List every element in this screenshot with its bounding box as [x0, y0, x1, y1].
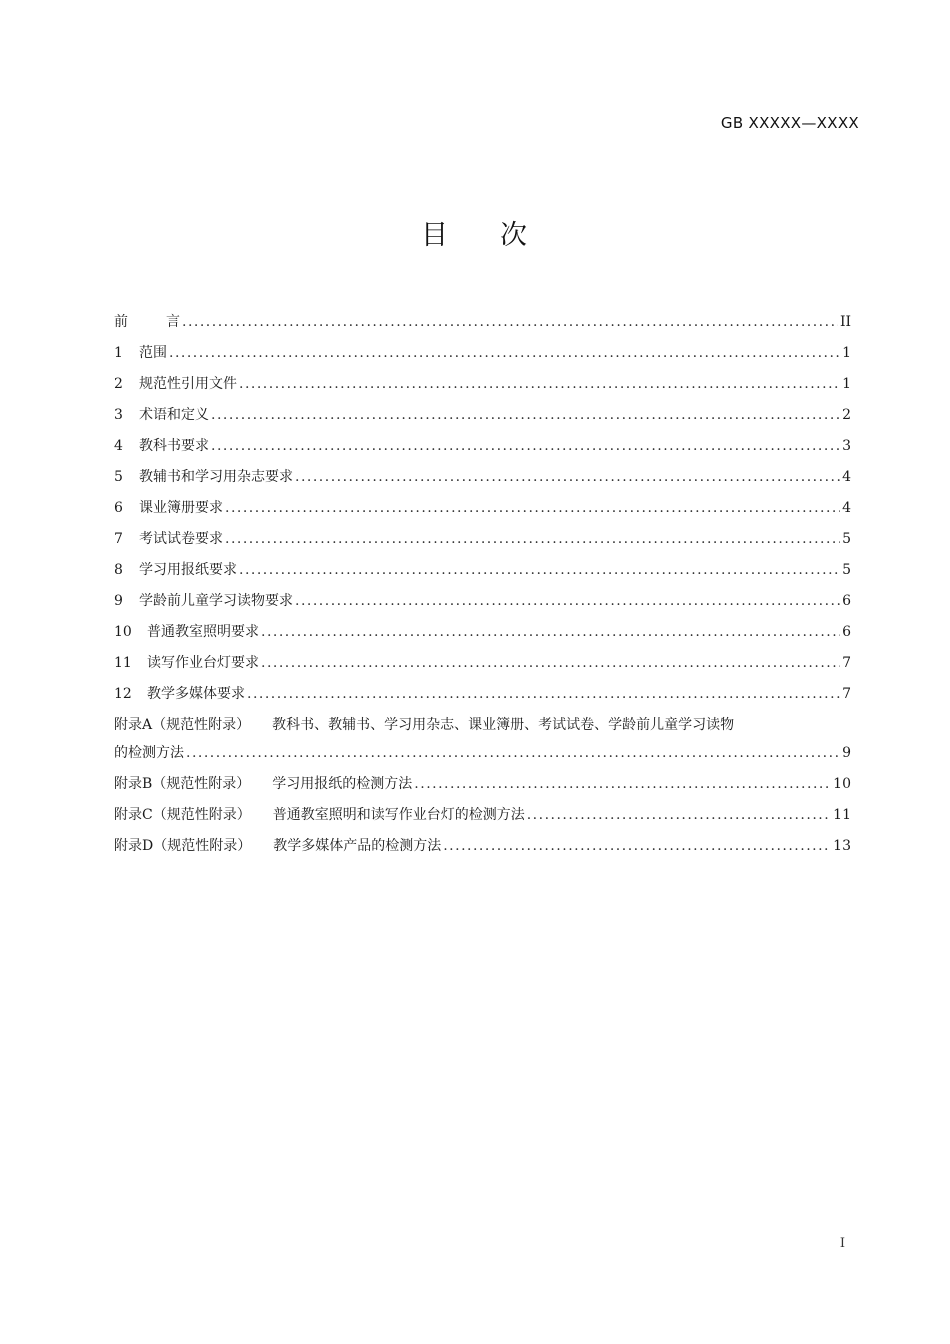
toc-label: 教科书、教辅书、学习用杂志、课业簿册、考试试卷、学龄前儿童学习读物 [272, 717, 735, 733]
toc-entry-section-10[interactable] [114, 611, 851, 642]
toc-page-number: 11 [833, 807, 851, 823]
toc-page-number: 7 [842, 655, 851, 671]
toc-leader-dots [211, 405, 840, 425]
toc-page-number: 2 [842, 407, 851, 423]
toc-entry-section-9[interactable] [114, 580, 851, 611]
toc-entry-section-11[interactable] [114, 642, 851, 673]
toc-entry-section-3[interactable] [114, 394, 851, 425]
toc-page-number: 9 [842, 745, 851, 761]
toc-page-number: 4 [842, 500, 851, 516]
toc-leader-dots [225, 498, 840, 518]
toc-label: 课业簿册要求 [139, 500, 223, 516]
toc-annex-head: 附录A（规范性附录） [114, 717, 251, 733]
toc-entry-section-12[interactable] [114, 673, 851, 704]
toc-annex-line-2 [114, 735, 851, 763]
toc-leader-dots [169, 343, 840, 363]
title-char-2: 次 [500, 220, 529, 251]
toc-label: 教学多媒体产品的检测方法 [273, 838, 442, 854]
toc-annex-line-1 [114, 704, 851, 735]
toc-entry-section-4[interactable] [114, 425, 851, 456]
page-number-footer: I [839, 1236, 845, 1251]
toc-label: 范围 [139, 345, 167, 361]
toc-entry-section-8[interactable] [114, 549, 851, 580]
toc-label: 规范性引用文件 [139, 376, 237, 392]
toc-page-number: 7 [842, 686, 851, 702]
toc-page-number: 1 [842, 345, 851, 361]
toc-annex-head: 附录D（规范性附录） [114, 838, 252, 854]
toc-entry-section-5[interactable] [114, 456, 851, 487]
toc-label-continued: 的检测方法 [114, 745, 184, 761]
toc-section-number: 11 [114, 655, 132, 671]
toc-section-number: 2 [114, 376, 123, 392]
toc-label: 前 言 [114, 314, 180, 330]
toc-entry-annex-b[interactable] [114, 763, 851, 794]
toc-entry-preface[interactable] [114, 301, 851, 332]
toc-leader-dots [182, 312, 838, 332]
toc-section-number: 8 [114, 562, 123, 578]
toc-section-number: 5 [114, 469, 123, 485]
toc-section-number: 4 [114, 438, 123, 454]
toc-leader-dots [239, 560, 840, 580]
toc-page-number: 1 [842, 376, 851, 392]
toc-page-number: 3 [842, 438, 851, 454]
toc-label: 考试试卷要求 [139, 531, 223, 547]
toc-annex-head: 附录C（规范性附录） [114, 807, 251, 823]
toc-label: 教科书要求 [139, 438, 209, 454]
toc-label: 学习用报纸的检测方法 [272, 776, 413, 792]
toc-leader-dots [225, 529, 840, 549]
toc-label: 普通教室照明要求 [147, 624, 259, 640]
toc-leader-dots [261, 622, 840, 642]
toc-entry-section-6[interactable] [114, 487, 851, 518]
toc-page-number: 13 [833, 838, 851, 854]
toc-entry-section-7[interactable] [114, 518, 851, 549]
toc-page-number: 5 [842, 562, 851, 578]
toc-entry-annex-a[interactable] [114, 704, 851, 763]
toc-entry-section-1[interactable] [114, 332, 851, 363]
toc-annex-head: 附录B（规范性附录） [114, 776, 251, 792]
title-char-1: 目 [421, 220, 450, 251]
page-title [0, 213, 950, 252]
toc-label: 读写作业台灯要求 [147, 655, 259, 671]
standard-code: GB XXXXX—XXXX [720, 114, 859, 132]
toc-leader-dots [295, 591, 840, 611]
toc-page-number: 5 [842, 531, 851, 547]
toc-page-number: 10 [833, 776, 851, 792]
toc-leader-dots [443, 836, 831, 856]
toc-leader-dots [247, 684, 840, 704]
table-of-contents [114, 301, 851, 856]
toc-leader-dots [295, 467, 840, 487]
toc-label: 术语和定义 [139, 407, 209, 423]
toc-entry-annex-d[interactable] [114, 825, 851, 856]
toc-entry-section-2[interactable] [114, 363, 851, 394]
toc-section-number: 9 [114, 593, 123, 609]
toc-section-number: 7 [114, 531, 123, 547]
toc-leader-dots [186, 743, 840, 763]
toc-page-number: 4 [842, 469, 851, 485]
toc-leader-dots [527, 805, 831, 825]
toc-label: 教辅书和学习用杂志要求 [139, 469, 293, 485]
toc-label: 学龄前儿童学习读物要求 [139, 593, 293, 609]
toc-label: 学习用报纸要求 [139, 562, 237, 578]
toc-section-number: 10 [114, 624, 132, 640]
toc-label: 普通教室照明和读写作业台灯的检测方法 [272, 807, 525, 823]
toc-page-number: 6 [842, 593, 851, 609]
toc-page-number: 6 [842, 624, 851, 640]
toc-leader-dots [211, 436, 840, 456]
toc-section-number: 6 [114, 500, 123, 516]
toc-leader-dots [414, 774, 831, 794]
toc-section-number: 3 [114, 407, 123, 423]
toc-entry-annex-c[interactable] [114, 794, 851, 825]
toc-leader-dots [261, 653, 840, 673]
toc-section-number: 1 [114, 345, 123, 361]
toc-section-number: 12 [114, 686, 132, 702]
toc-label: 教学多媒体要求 [147, 686, 245, 702]
toc-leader-dots [239, 374, 840, 394]
toc-page-number: II [839, 314, 851, 330]
